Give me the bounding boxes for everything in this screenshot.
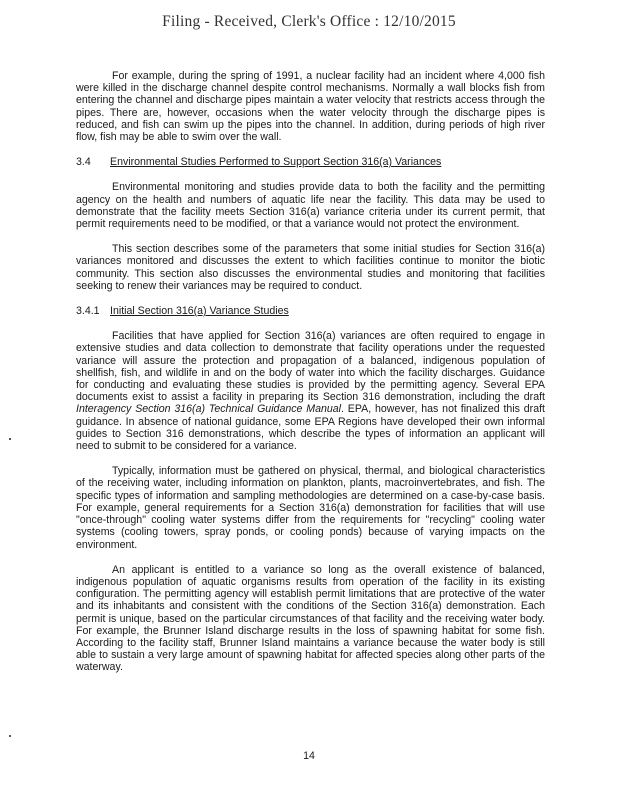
paragraph-text: . EPA, however, has not finalized this draft guidance. In absence of national guidance, some EPA Regions have developed their own informal guides to Section 316 demonstrations, which describe the types of information an applicant will need to submit to be considered for a variance. — [76, 403, 545, 453]
section-number: 3.4.1 — [76, 305, 100, 318]
scan-speck — [9, 735, 11, 737]
section-title: Environmental Studies Performed to Support Section 316(a) Variances — [110, 156, 442, 169]
paragraph-monitoring-data: Environmental monitoring and studies provide data to both the facility and the permitting agency on the health and numbers of aquatic life near the facility. This data may be used to demonstrate that the facility meets Section 316(a) variance criteria under its current permit, that permit requirements need to be modified, or that a variance would not protect the environment. — [76, 181, 545, 231]
paragraph-text: Facilities that have applied for Section 316(a) variances are often required to engage in extensive studies and data collection to demonstrate that facility operations under the requested variance will assure the protection and propagation of a balanced, indigenous population of shellfish, fish, and wildlife in and on the body of water into which the facility discharges. Guidance for conducting and evaluating these studies is provided by the permitting agency. Several EPA documents exist to assist a facility in preparing its Section 316 demonstration, including the draft — [76, 330, 545, 404]
guidance-manual-title: Interagency Section 316(a) Technical Guidance Manual — [76, 403, 342, 416]
paragraph-fish-kill-example: For example, during the spring of 1991, a nuclear facility had an incident where 4,000 fish were killed in the discharge channel despite control mechanisms. Normally a wall blocks fish from entering the channel and discharge pipes maintain a water velocity that restricts access through the pipes. There are, however, occasions when the water velocity through the discharge pipes is reduced, and fish can swim up the pipes into the channel. In addition, during periods of high river flow, fish may be able to swim over the wall. — [76, 70, 545, 144]
scan-speck — [9, 438, 11, 440]
paragraph-section-overview: This section describes some of the parameters that some initial studies for Section 316(a) variances monitored and discusses the extent to which facilities continue to monitor the biotic community. This section also discusses the environmental studies and monitoring that facilities seeking to renew their variances may be required to conduct. — [76, 243, 545, 292]
section-number: 3.4 — [76, 156, 91, 169]
paragraph-applicant-entitlement: An applicant is entitled to a variance so long as the overall existence of balanced, indigenous population of aquatic organisms results from operation of the facility in its existing configuration. The permitting agency will establish permit limitations that are protective of the water and its inhabitants and consistent with the conditions of the Section 316(a) demonstration. Each permit is unique, based on the particular circumstances of that facility and the receiving water body. For example, the Brunner Island discharge results in the loss of spawning habitat for some fish. According to the facility staff, Brunner Island maintains a variance because the water body is still able to sustain a very large amount of spawning habitat for affected species along other parts of the waterway. — [76, 563, 545, 674]
page-number: 14 — [303, 750, 315, 762]
paragraph-variance-studies — [76, 330, 545, 452]
filing-stamp: Filing - Received, Clerk's Office : 12/10/2015 — [162, 13, 456, 30]
section-heading-3-4-1 — [76, 305, 545, 317]
section-heading-3-4 — [76, 156, 545, 168]
document-body — [76, 70, 545, 687]
paragraph-information-gathering: Typically, information must be gathered on physical, thermal, and biological characteristics of the receiving water, including information on plankton, plants, macroinvertebrates, and fish. The specific types of information and sampling methodologies are determined on a case-by-case basis. For example, general requirements for a Section 316(a) demonstration for facilities that will use "once-through" cooling water systems differ from the requirements for "recycling" cooling water systems (cooling towers, spray ponds, or cooling ponds) because of varying impacts on the environment. — [76, 465, 545, 551]
section-title: Initial Section 316(a) Variance Studies — [110, 305, 289, 318]
